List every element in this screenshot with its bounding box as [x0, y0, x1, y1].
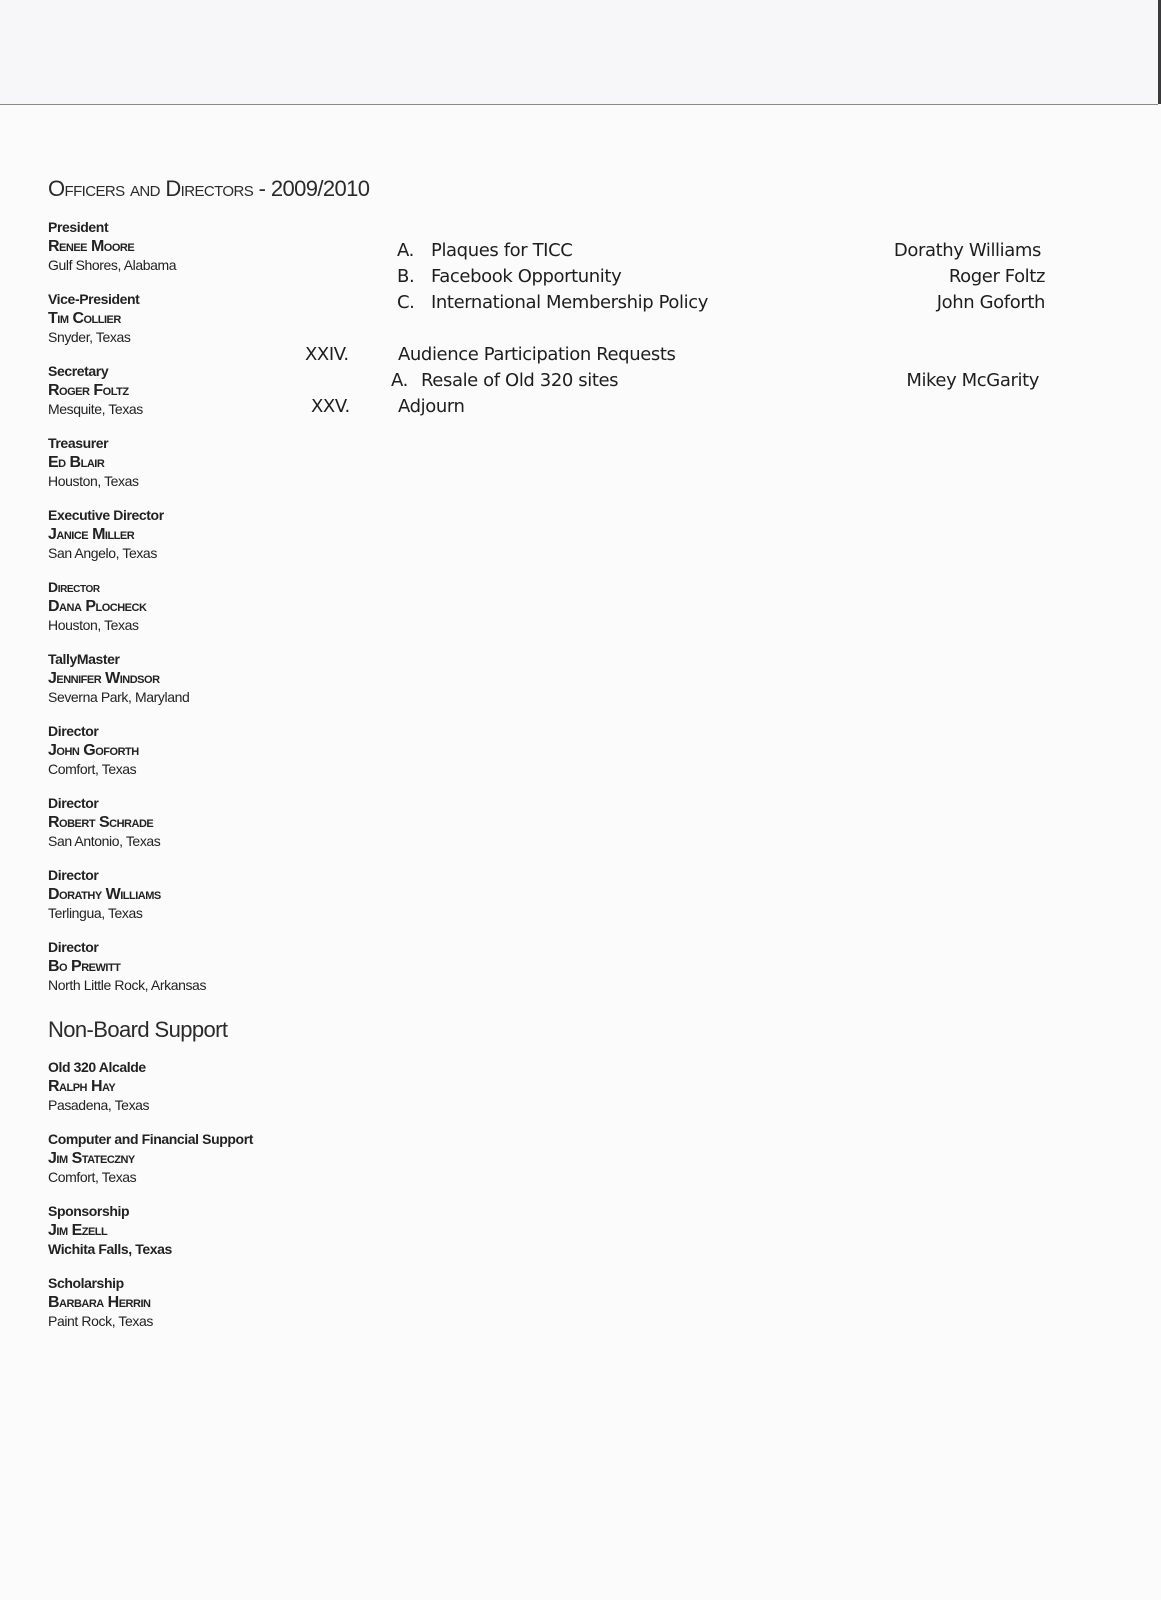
agenda-letter: C.: [397, 292, 415, 313]
officer-name: Roger Foltz: [48, 382, 129, 399]
officer-location: North Little Rock, Arkansas: [48, 977, 207, 993]
agenda-letter: B.: [397, 266, 415, 287]
officer-name: John Goforth: [48, 742, 139, 759]
officer-entry: [48, 866, 308, 923]
agenda-presenter: Dorathy Williams: [893, 240, 1041, 261]
officer-role: President: [48, 219, 109, 235]
agenda-letter: A.: [397, 240, 414, 261]
support-entry: [48, 1130, 308, 1187]
officer-location: Terlingua, Texas: [48, 905, 143, 921]
officer-name: Ed Blair: [48, 454, 105, 471]
officer-name: Dana Plocheck: [48, 598, 147, 615]
officer-role: Director: [48, 867, 99, 883]
officer-location: Houston, Texas: [48, 473, 139, 489]
support-title: Non-Board Support: [48, 1017, 228, 1042]
agenda-list: [0, 0, 1161, 600]
officer-location: Severna Park, Maryland: [48, 689, 190, 705]
support-list: [48, 1058, 308, 1331]
officer-name: Bo Prewitt: [48, 958, 121, 975]
officer-role: Director: [48, 795, 99, 811]
officer-location: Mesquite, Texas: [48, 401, 143, 417]
officer-location: San Antonio, Texas: [48, 833, 161, 849]
support-entry: [48, 1202, 308, 1259]
agenda-text: International Membership Policy: [431, 292, 708, 313]
agenda-text: Facebook Opportunity: [431, 266, 622, 287]
support-location: Paint Rock, Texas: [48, 1313, 153, 1329]
officer-location: Houston, Texas: [48, 617, 139, 633]
officer-entry: [48, 938, 308, 995]
support-name: Barbara Herrin: [48, 1294, 151, 1311]
officer-role: Treasurer: [48, 435, 109, 451]
agenda-number: XXV.: [311, 396, 350, 417]
support-entry: [48, 1058, 308, 1115]
agenda-presenter: Mikey McGarity: [906, 370, 1039, 391]
officer-name: Renee Moore: [48, 238, 135, 255]
officer-location: Snyder, Texas: [48, 329, 131, 345]
agenda-text: Resale of Old 320 sites: [421, 370, 619, 391]
officer-name: Janice Miller: [48, 526, 135, 543]
officer-role: Vice-President: [48, 291, 140, 307]
support-role: Scholarship: [48, 1275, 124, 1291]
agenda-text: Plaques for TICC: [431, 240, 573, 261]
officer-location: San Angelo, Texas: [48, 545, 157, 561]
agenda-presenter: John Goforth: [936, 292, 1045, 313]
officer-name: Dorathy Williams: [48, 886, 161, 903]
officer-name: Jennifer Windsor: [48, 670, 160, 687]
officer-entry: [48, 794, 308, 851]
support-name: Ralph Hay: [48, 1078, 116, 1095]
officer-location: Gulf Shores, Alabama: [48, 257, 177, 273]
agenda-number: XXIV.: [305, 344, 349, 365]
support-name: Jim Ezell: [48, 1222, 108, 1239]
officer-name: Tim Collier: [48, 310, 121, 327]
sidebar-title: Officers and Directors - 2009/2010: [48, 176, 370, 201]
officer-entry: [48, 722, 308, 779]
agenda-presenter: Roger Foltz: [948, 266, 1045, 287]
officer-entry: [48, 650, 308, 707]
support-location: Comfort, Texas: [48, 1169, 137, 1185]
support-role: Computer and Financial Support: [48, 1131, 254, 1147]
officer-role: Director: [48, 579, 100, 595]
officer-role: Director: [48, 723, 99, 739]
support-location: Pasadena, Texas: [48, 1097, 150, 1113]
officer-role: Secretary: [48, 363, 109, 379]
officer-role: Executive Director: [48, 507, 164, 523]
agenda-text: Adjourn: [398, 396, 465, 417]
officer-name: Robert Schrade: [48, 814, 154, 831]
agenda-text: Audience Participation Requests: [398, 344, 676, 365]
support-role: Old 320 Alcalde: [48, 1059, 146, 1075]
officer-role: Director: [48, 939, 99, 955]
support-entry: [48, 1274, 308, 1331]
officer-location: Comfort, Texas: [48, 761, 137, 777]
support-location: Wichita Falls, Texas: [48, 1241, 172, 1257]
support-name: Jim Stateczny: [48, 1150, 135, 1167]
agenda-letter: A.: [391, 370, 408, 391]
officer-role: TallyMaster: [48, 651, 120, 667]
support-role: Sponsorship: [48, 1203, 130, 1219]
